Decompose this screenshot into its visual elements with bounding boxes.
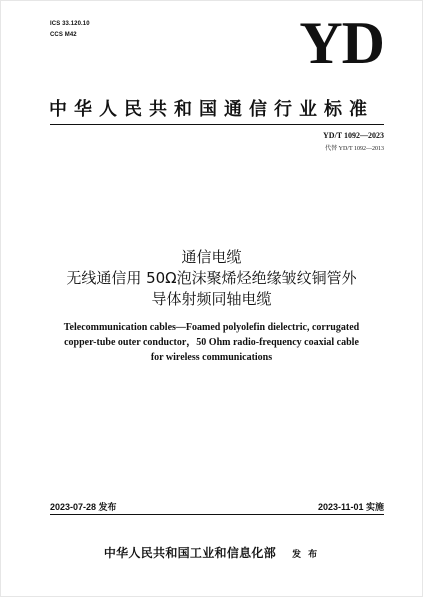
- chinese-title-line: 无线通信用 50Ω泡沫聚烯烃绝缘皱纹铜管外: [66, 269, 357, 287]
- issuer-block: [1, 542, 422, 561]
- english-title-line: Telecommunication cables—Foamed polyolefin dielectric, corrugated: [63, 322, 360, 333]
- standard-type-title: 中华人民共和国通信行业标准: [49, 99, 374, 120]
- english-title-line: for wireless communications: [150, 352, 273, 363]
- standard-code: YD/T 1092—2023: [323, 131, 384, 140]
- english-title: [1, 320, 422, 365]
- top-divider: [50, 124, 384, 125]
- ics-code: ICS 33.120.10: [50, 21, 90, 27]
- release-label: 发 布: [292, 550, 320, 560]
- issuer-name: 中华人民共和国工业和信息化部: [103, 546, 277, 560]
- replaces-note: 代替 YD/T 1092—2013: [325, 146, 384, 152]
- english-title-line: copper-tube outer conductor，50 Ohm radio-frequency coaxial cable: [64, 337, 359, 348]
- implement-date: 2023-11-01 实施: [317, 502, 384, 512]
- yd-logo: YD: [299, 10, 384, 76]
- bottom-divider: [50, 514, 384, 515]
- chinese-title-line: 导体射频同轴电缆: [151, 290, 272, 308]
- ccs-code: CCS M42: [50, 32, 77, 38]
- publish-date: 2023-07-28 发布: [50, 502, 117, 512]
- chinese-title-line: 通信电缆: [181, 248, 242, 266]
- chinese-title: [1, 247, 422, 310]
